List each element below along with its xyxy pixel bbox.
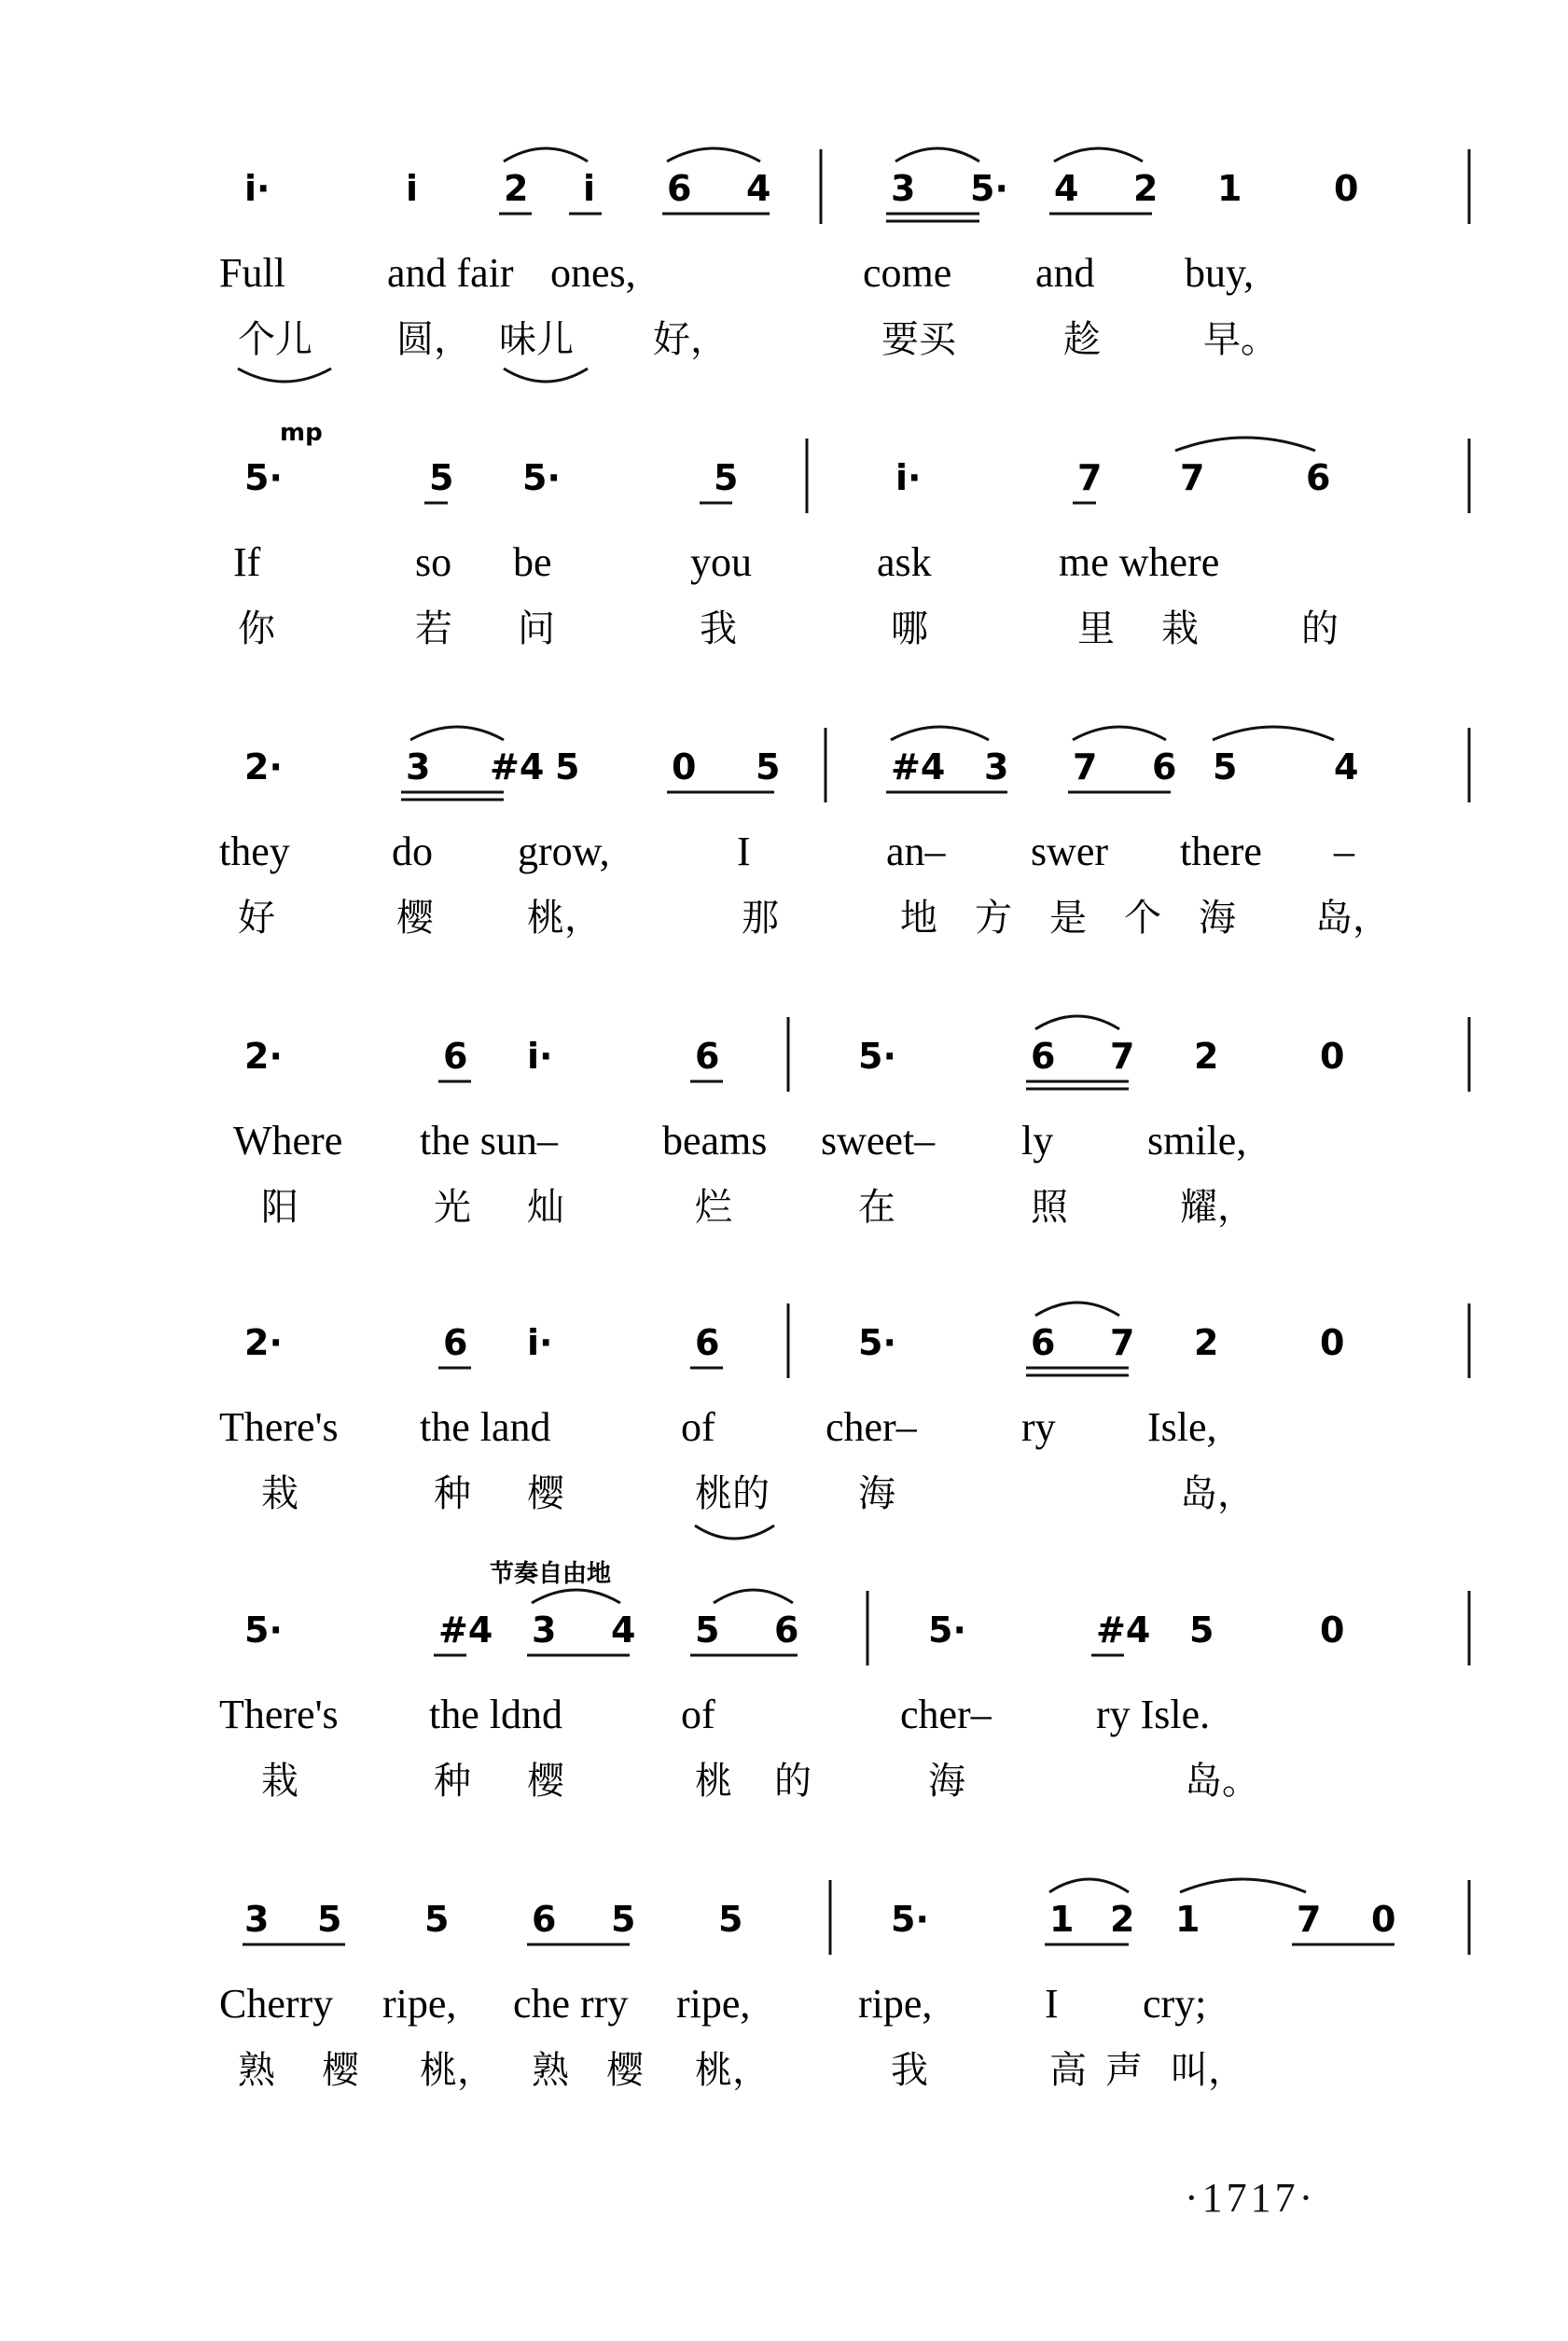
lyric-chinese: 岛。 bbox=[1185, 1760, 1259, 1803]
lyric-english: ask bbox=[877, 539, 932, 585]
lyric-chinese: 种 bbox=[434, 1472, 471, 1515]
lyric-chinese: 那 bbox=[742, 897, 779, 940]
jianpu-note: 6 bbox=[532, 1899, 557, 1940]
slur bbox=[1054, 148, 1143, 161]
lyric-english: ripe, bbox=[858, 1981, 933, 2027]
lyric-chinese: 是 bbox=[1049, 897, 1087, 940]
jianpu-note: 6 bbox=[774, 1609, 799, 1651]
jianpu-note: i· bbox=[895, 457, 922, 498]
jianpu-note: 2 bbox=[1133, 168, 1159, 209]
lyric-english: ly bbox=[1021, 1118, 1054, 1164]
slur bbox=[1035, 1016, 1119, 1029]
lyric-english: of bbox=[681, 1404, 715, 1450]
lyric-english: there bbox=[1180, 829, 1262, 874]
jianpu-note: 6 bbox=[443, 1036, 468, 1077]
slur bbox=[1073, 727, 1166, 740]
lyric-slur bbox=[238, 369, 331, 382]
lyric-chinese: 海 bbox=[928, 1760, 965, 1803]
jianpu-note: 5· bbox=[891, 1899, 929, 1940]
jianpu-note: 7 bbox=[1110, 1322, 1135, 1363]
jianpu-note: i bbox=[406, 168, 419, 209]
lyric-english: che rry bbox=[513, 1981, 629, 2027]
jianpu-note: 6 bbox=[1031, 1036, 1056, 1077]
jianpu-note: 1 bbox=[1049, 1899, 1075, 1940]
jianpu-note: i· bbox=[527, 1036, 553, 1077]
lyric-chinese: 栽 bbox=[261, 1760, 298, 1803]
jianpu-note: 2 bbox=[1194, 1322, 1219, 1363]
lyric-english: the ldnd bbox=[429, 1692, 562, 1737]
jianpu-note: 4 bbox=[1054, 168, 1079, 209]
jianpu-note: 5 bbox=[317, 1899, 342, 1940]
lyric-chinese: 栽 bbox=[1161, 607, 1199, 650]
lyric-chinese: 要买 bbox=[881, 318, 956, 361]
lyric-english: an– bbox=[886, 829, 946, 874]
lyric-chinese: 海 bbox=[1199, 897, 1236, 940]
lyric-english: the land bbox=[420, 1404, 551, 1450]
lyric-english: Isle, bbox=[1147, 1404, 1217, 1450]
lyric-chinese: 桃， bbox=[695, 2049, 770, 2092]
slur bbox=[410, 727, 504, 740]
jianpu-note: #4 bbox=[490, 746, 545, 787]
lyric-chinese: 阳 bbox=[261, 1186, 298, 1229]
jianpu-note: 6 bbox=[1152, 746, 1177, 787]
lyric-chinese: 樱 bbox=[606, 2049, 644, 2092]
tempo-mark: 节奏自由地 bbox=[490, 1560, 612, 1588]
lyric-chinese: 耀， bbox=[1180, 1186, 1255, 1229]
lyric-english: cry; bbox=[1143, 1981, 1207, 2027]
lyric-slur bbox=[695, 1526, 774, 1539]
jianpu-note: 6 bbox=[667, 168, 692, 209]
lyric-english: Full bbox=[219, 250, 285, 296]
jianpu-note: 6 bbox=[443, 1322, 468, 1363]
lyric-english: ry bbox=[1021, 1404, 1056, 1450]
lyric-english: you bbox=[690, 539, 752, 585]
jianpu-note: 2 bbox=[504, 168, 529, 209]
lyric-chinese: 叫， bbox=[1171, 2049, 1245, 2092]
lyric-chinese: 个儿 bbox=[238, 318, 312, 361]
lyric-slur bbox=[504, 369, 588, 382]
slur bbox=[1180, 1879, 1306, 1892]
lyric-chinese: 声 bbox=[1105, 2049, 1143, 2092]
jianpu-note: i· bbox=[244, 168, 271, 209]
lyric-english: I bbox=[1045, 1981, 1059, 2027]
lyric-english: smile, bbox=[1147, 1118, 1247, 1164]
lyric-english: – bbox=[1334, 829, 1354, 874]
lyric-english: beams bbox=[662, 1118, 768, 1164]
lyric-chinese: 方 bbox=[975, 897, 1012, 940]
lyric-chinese: 趁 bbox=[1063, 318, 1101, 361]
jianpu-note: 5 bbox=[1213, 746, 1238, 787]
jianpu-note: 0 bbox=[1320, 1322, 1345, 1363]
lyric-english: ripe, bbox=[382, 1981, 457, 2027]
slur bbox=[1035, 1303, 1119, 1316]
lyric-english: be bbox=[513, 539, 552, 585]
slur bbox=[1213, 727, 1334, 740]
jianpu-note: 3 bbox=[891, 168, 916, 209]
jianpu-note: 3 bbox=[406, 746, 431, 787]
lyric-chinese: 个 bbox=[1124, 897, 1161, 940]
lyric-english: Where bbox=[233, 1118, 343, 1164]
lyric-english: they bbox=[219, 829, 290, 874]
jianpu-note: 0 bbox=[1320, 1609, 1345, 1651]
lyric-chinese: 问 bbox=[518, 607, 555, 650]
lyric-chinese: 地 bbox=[900, 897, 937, 940]
lyric-chinese: 若 bbox=[415, 607, 452, 650]
jianpu-note: #4 bbox=[438, 1609, 493, 1651]
jianpu-note: 7 bbox=[1073, 746, 1098, 787]
lyric-chinese: 早。 bbox=[1203, 318, 1278, 361]
jianpu-note: 7 bbox=[1110, 1036, 1135, 1077]
jianpu-note: 1 bbox=[1217, 168, 1242, 209]
lyric-chinese: 樱 bbox=[322, 2049, 359, 2092]
jianpu-note: 5· bbox=[928, 1609, 966, 1651]
lyric-chinese: 的 bbox=[1301, 607, 1339, 650]
slur bbox=[1175, 438, 1315, 451]
jianpu-note: 6 bbox=[695, 1036, 720, 1077]
lyric-chinese: 里 bbox=[1077, 607, 1115, 650]
jianpu-note: 0 bbox=[1320, 1036, 1345, 1077]
lyric-english: There's bbox=[219, 1692, 339, 1737]
jianpu-note: 5 bbox=[718, 1899, 743, 1940]
lyric-chinese: 圆， bbox=[396, 318, 471, 361]
jianpu-note: 5· bbox=[858, 1036, 896, 1077]
lyric-english: so bbox=[415, 539, 452, 585]
lyric-english: ripe, bbox=[676, 1981, 751, 2027]
lyric-english: the sun– bbox=[420, 1118, 558, 1164]
jianpu-note: 2 bbox=[1110, 1899, 1135, 1940]
jianpu-note: 6 bbox=[1031, 1322, 1056, 1363]
lyric-chinese: 在 bbox=[858, 1186, 895, 1229]
jianpu-note: 6 bbox=[695, 1322, 720, 1363]
lyric-chinese: 照 bbox=[1031, 1186, 1068, 1229]
jianpu-note: 5 bbox=[695, 1609, 720, 1651]
lyric-chinese: 桃， bbox=[420, 2049, 494, 2092]
lyric-chinese: 熟 bbox=[532, 2049, 569, 2092]
lyric-chinese: 岛， bbox=[1315, 897, 1390, 940]
jianpu-note: #4 bbox=[891, 746, 946, 787]
jianpu-note: 5 bbox=[1189, 1609, 1214, 1651]
lyric-chinese: 高 bbox=[1049, 2049, 1087, 2092]
jianpu-note: 0 bbox=[1334, 168, 1359, 209]
jianpu-note: 2· bbox=[244, 746, 283, 787]
dynamic-mark: mp bbox=[280, 419, 323, 447]
lyric-chinese: 我 bbox=[700, 607, 737, 650]
lyric-chinese: 栽 bbox=[261, 1472, 298, 1515]
jianpu-note: 7 bbox=[1297, 1899, 1322, 1940]
lyric-chinese: 熟 bbox=[238, 2049, 275, 2092]
lyric-english: There's bbox=[219, 1404, 339, 1450]
lyric-english: of bbox=[681, 1692, 715, 1737]
lyric-english: If bbox=[233, 539, 261, 585]
jianpu-note: i· bbox=[527, 1322, 553, 1363]
lyric-chinese: 烂 bbox=[695, 1186, 732, 1229]
jianpu-note: #4 bbox=[1096, 1609, 1151, 1651]
lyric-chinese: 桃的 bbox=[695, 1472, 770, 1515]
slur bbox=[667, 148, 760, 161]
slur bbox=[532, 1590, 620, 1603]
lyric-english: and fair bbox=[387, 250, 514, 296]
lyric-chinese: 我 bbox=[891, 2049, 928, 2092]
lyric-english: cher– bbox=[826, 1404, 917, 1450]
jianpu-note: 5· bbox=[858, 1322, 896, 1363]
lyric-english: come bbox=[863, 250, 952, 296]
lyric-english: I bbox=[737, 829, 751, 874]
lyric-chinese: 好 bbox=[238, 897, 275, 940]
page-number: ·1717· bbox=[1185, 2175, 1317, 2221]
jianpu-note: 4 bbox=[746, 168, 771, 209]
jianpu-note: 2· bbox=[244, 1036, 283, 1077]
jianpu-note: 5 bbox=[555, 746, 580, 787]
lyric-english: do bbox=[392, 829, 433, 874]
slur bbox=[1049, 1879, 1129, 1892]
jianpu-note: 5· bbox=[244, 457, 283, 498]
jianpu-note: 4 bbox=[611, 1609, 636, 1651]
lyric-chinese: 岛， bbox=[1180, 1472, 1255, 1515]
slur bbox=[714, 1590, 793, 1603]
lyric-chinese: 味儿 bbox=[499, 318, 574, 361]
lyric-english: ones, bbox=[550, 250, 636, 296]
slur bbox=[891, 727, 989, 740]
jianpu-note: 2· bbox=[244, 1322, 283, 1363]
lyric-english: sweet– bbox=[821, 1118, 936, 1164]
jianpu-note: 5 bbox=[611, 1899, 636, 1940]
jianpu-note: i bbox=[583, 168, 596, 209]
lyric-chinese: 樱 bbox=[527, 1760, 564, 1803]
jianpu-note: 4 bbox=[1334, 746, 1359, 787]
lyric-chinese: 海 bbox=[858, 1472, 895, 1515]
lyric-chinese: 樱 bbox=[396, 897, 434, 940]
jianpu-note: 5· bbox=[244, 1609, 283, 1651]
lyric-chinese: 桃， bbox=[527, 897, 602, 940]
jianpu-note: 5 bbox=[429, 457, 454, 498]
jianpu-note: 5· bbox=[522, 457, 561, 498]
lyric-chinese: 的 bbox=[774, 1760, 812, 1803]
jianpu-note: 0 bbox=[672, 746, 697, 787]
lyric-english: ry Isle. bbox=[1096, 1692, 1211, 1737]
lyric-chinese: 好， bbox=[653, 318, 728, 361]
jianpu-note: 3 bbox=[984, 746, 1009, 787]
jianpu-note: 5 bbox=[424, 1899, 450, 1940]
lyric-english: grow, bbox=[518, 829, 610, 874]
lyric-chinese: 种 bbox=[434, 1760, 471, 1803]
lyric-english: cher– bbox=[900, 1692, 992, 1737]
slur bbox=[895, 148, 979, 161]
lyric-chinese: 光 bbox=[434, 1186, 471, 1229]
lyric-chinese: 灿 bbox=[527, 1186, 564, 1229]
lyric-english: me where bbox=[1059, 539, 1220, 585]
lyric-chinese: 哪 bbox=[891, 607, 928, 650]
jianpu-note: 5 bbox=[756, 746, 781, 787]
jianpu-note: 2 bbox=[1194, 1036, 1219, 1077]
jianpu-note: 3 bbox=[532, 1609, 557, 1651]
lyric-english: swer bbox=[1031, 829, 1109, 874]
jianpu-note: 5· bbox=[970, 168, 1008, 209]
jianpu-note: 6 bbox=[1306, 457, 1331, 498]
lyric-chinese: 桃 bbox=[695, 1760, 732, 1803]
jianpu-note: 1 bbox=[1175, 1899, 1200, 1940]
jianpu-note: 3 bbox=[244, 1899, 270, 1940]
slur bbox=[504, 148, 588, 161]
lyric-english: and bbox=[1035, 250, 1095, 296]
jianpu-note: 5 bbox=[714, 457, 739, 498]
lyric-english: Cherry bbox=[219, 1981, 334, 2027]
lyric-english: buy, bbox=[1185, 250, 1255, 296]
lyric-chinese: 樱 bbox=[527, 1472, 564, 1515]
jianpu-note: 7 bbox=[1077, 457, 1103, 498]
jianpu-note: 0 bbox=[1371, 1899, 1396, 1940]
lyric-chinese: 你 bbox=[238, 607, 275, 650]
jianpu-note: 7 bbox=[1180, 457, 1205, 498]
